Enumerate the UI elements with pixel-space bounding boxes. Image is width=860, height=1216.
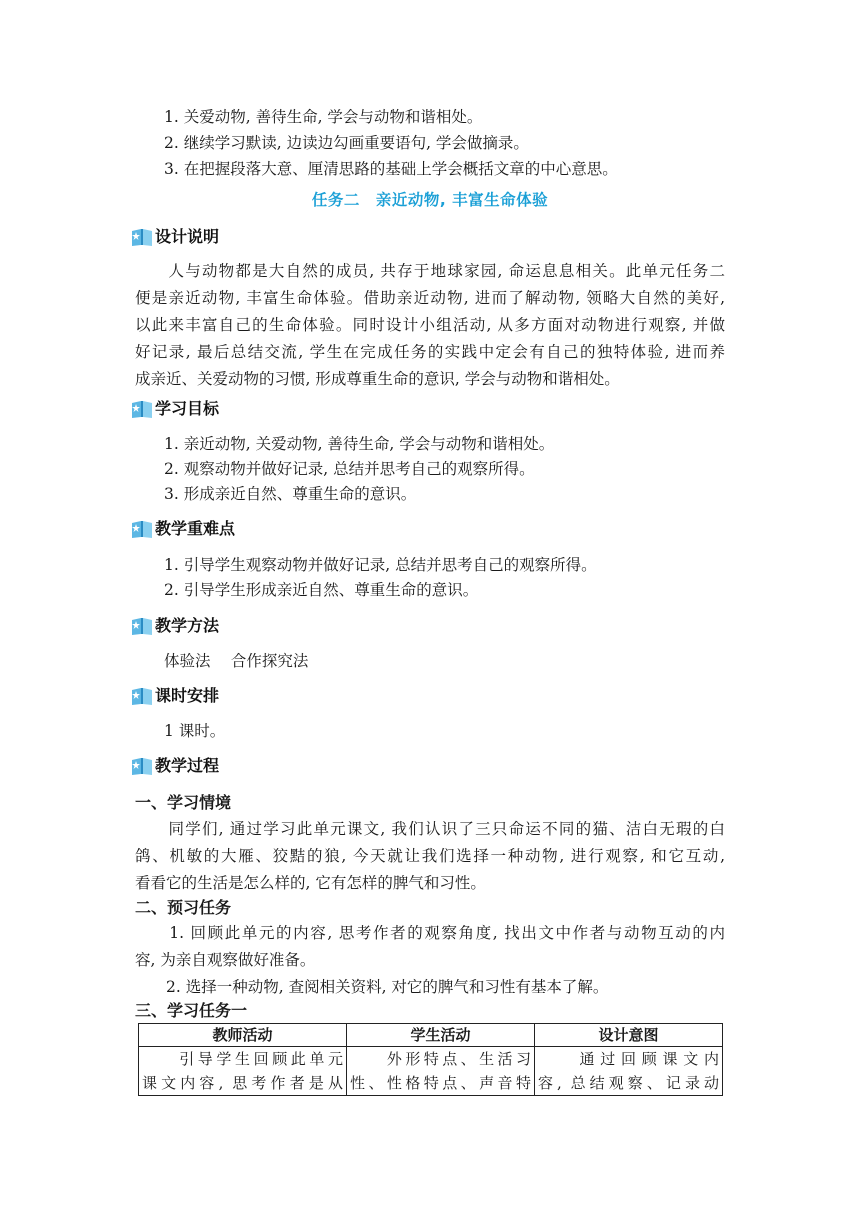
cell-line: 容, 总结观察、记录动 (538, 1074, 719, 1092)
design-paragraph (135, 258, 725, 393)
difficulty-item: 2. 引导学生形成亲近自然、尊重生命的意识。 (164, 581, 479, 599)
task-title: 任务二 亲近动物, 丰富生命体验 (311, 191, 549, 209)
methods-text: 体验法 合作探究法 (164, 652, 309, 670)
paragraph-line: 以此来丰富自己的生命体验。同时设计小组活动, 从多方面对动物进行观察, 并做 (135, 316, 725, 334)
book-icon (130, 615, 154, 637)
table-header-row (139, 1024, 723, 1047)
situation-paragraph (135, 816, 725, 897)
schedule-text: 1 课时。 (164, 722, 226, 740)
section-title: 教学方法 (155, 616, 220, 635)
cell-line: 课文内容, 思考作者是从 (142, 1074, 343, 1092)
book-icon (130, 226, 154, 248)
paragraph-line: 便是亲近动物, 丰富生命体验。借助亲近动物, 进而了解动物, 领略大自然的美好, (135, 289, 725, 307)
paragraph-line: 人与动物都是大自然的成员, 共存于地球家园, 命运息息相关。此单元任务二 (135, 262, 725, 280)
book-icon (130, 755, 154, 777)
goal-item: 3. 形成亲近自然、尊重生命的意识。 (164, 485, 417, 503)
design-intent-cell (535, 1047, 723, 1096)
task1-table (138, 1023, 723, 1096)
section-title: 课时安排 (155, 686, 220, 705)
book-icon (130, 685, 154, 707)
preview-paragraph (135, 920, 725, 1001)
student-activity-cell (347, 1047, 535, 1096)
book-icon (130, 518, 154, 540)
section-title: 设计说明 (155, 227, 220, 246)
paragraph-line: 看看它的生活是怎么样的, 它有怎样的脾气和习性。 (135, 874, 486, 892)
paragraph-line: 好记录, 最后总结交流, 学生在完成任务的实践中定会有自己的独特体验, 进而养 (135, 343, 725, 361)
paragraph-line: 同学们, 通过学习此单元课文, 我们认识了三只命运不同的猫、洁白无瑕的白 (135, 820, 725, 838)
cell-line: 引导学生回顾此单元 (142, 1050, 343, 1068)
subheading-task1: 三、学习任务一 (135, 1001, 248, 1020)
difficulty-item: 1. 引导学生观察动物并做好记录, 总结并思考自己的观察所得。 (164, 556, 597, 574)
objective-item: 1. 关爱动物, 善待生命, 学会与动物和谐相处。 (164, 108, 483, 126)
paragraph-line: 1. 回顾此单元的内容, 思考作者的观察角度, 找出文中作者与动物互动的内 (135, 924, 725, 942)
teacher-activity-cell (139, 1047, 347, 1096)
paragraph-line: 2. 选择一种动物, 查阅相关资料, 对它的脾气和习性有基本了解。 (135, 978, 609, 996)
section-title: 学习目标 (155, 399, 220, 418)
column-header: 设计意图 (535, 1024, 723, 1047)
section-title: 教学重难点 (155, 519, 236, 538)
objective-item: 3. 在把握段落大意、厘清思路的基础上学会概括文章的中心意思。 (164, 160, 618, 178)
table-row (139, 1047, 723, 1096)
goal-item: 2. 观察动物并做好记录, 总结并思考自己的观察所得。 (164, 460, 535, 478)
column-header: 学生活动 (347, 1024, 535, 1047)
cell-line: 外形特点、生活习 (350, 1050, 531, 1068)
book-icon (130, 398, 154, 420)
section-title: 教学过程 (155, 756, 220, 775)
column-header: 教师活动 (139, 1024, 347, 1047)
cell-line: 通过回顾课文内 (538, 1050, 719, 1068)
subheading-preview: 二、预习任务 (135, 898, 232, 917)
paragraph-line: 成亲近、关爱动物的习惯, 形成尊重生命的意识, 学会与动物和谐相处。 (135, 370, 620, 388)
paragraph-line: 鸽、机敏的大雁、狡黠的狼, 今天就让我们选择一种动物, 进行观察, 和它互动, (135, 847, 725, 865)
objective-item: 2. 继续学习默读, 边读边勾画重要语句, 学会做摘录。 (164, 134, 529, 152)
subheading-situation: 一、学习情境 (135, 793, 232, 812)
cell-line: 性、性格特点、声音特 (350, 1074, 531, 1092)
paragraph-line: 容, 为亲自观察做好准备。 (135, 951, 316, 969)
goal-item: 1. 亲近动物, 关爱动物, 善待生命, 学会与动物和谐相处。 (164, 435, 555, 453)
